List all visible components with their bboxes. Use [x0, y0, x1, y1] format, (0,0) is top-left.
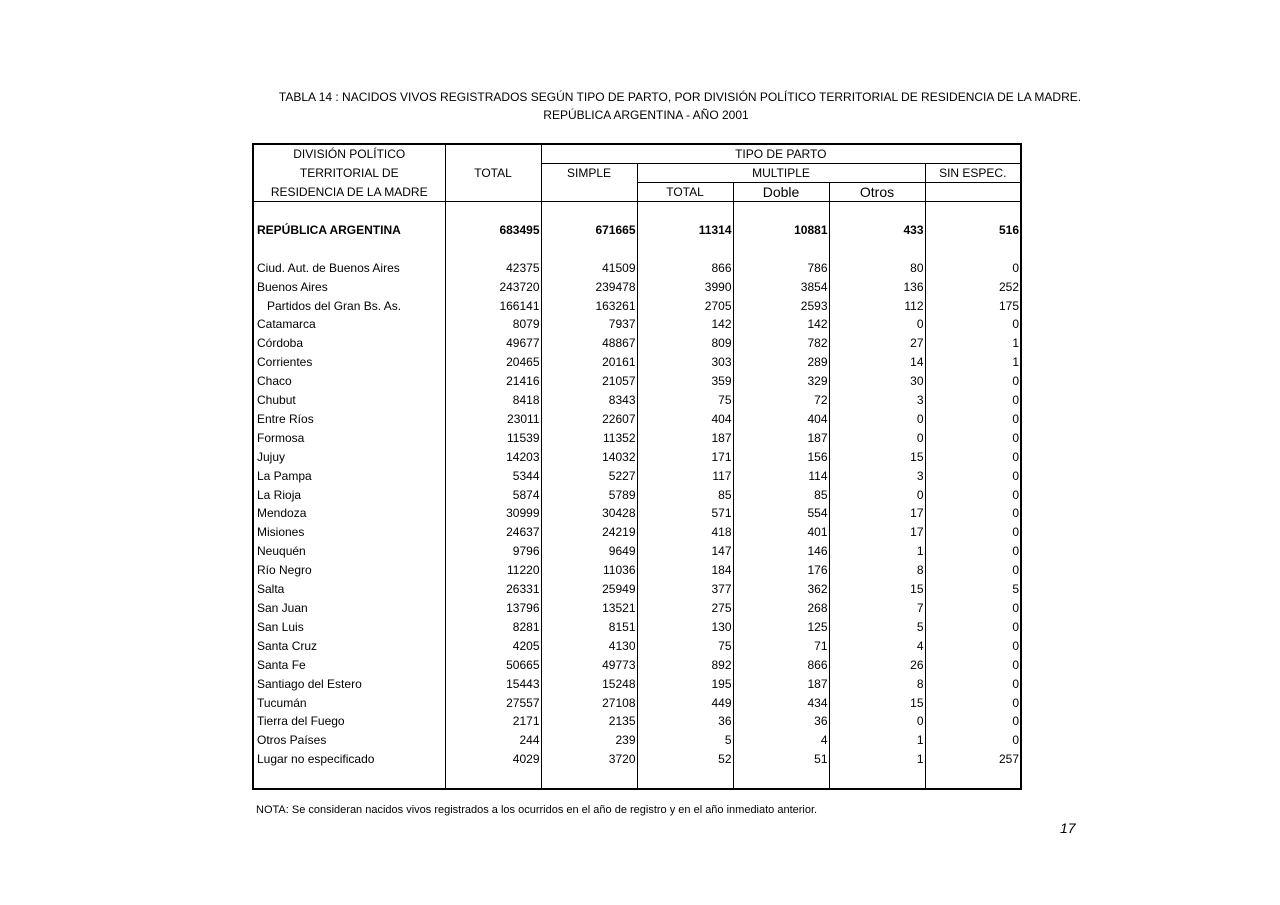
cell-total: 8281 — [445, 618, 541, 637]
cell-multiple-total: 866 — [637, 259, 733, 278]
cell-simple: 239478 — [541, 278, 637, 297]
cell-doble: 72 — [733, 391, 829, 410]
cell-doble: 187 — [733, 429, 829, 448]
cell-sin-espec: 0 — [1012, 714, 1019, 729]
cell-multiple-total: 195 — [637, 675, 733, 694]
header-multiple: MULTIPLE — [637, 164, 925, 183]
header-division-line3: RESIDENCIA DE LA MADRE — [253, 183, 445, 202]
cell-total: 244 — [445, 731, 541, 750]
summary-simple: 671665 — [541, 221, 637, 240]
cell-multiple-total: 275 — [637, 599, 733, 618]
summary-otros: 433 — [829, 221, 925, 240]
cell-doble: 786 — [733, 259, 829, 278]
cell-multiple-total: 184 — [637, 561, 733, 580]
cell-sin-espec: 0 — [1012, 657, 1019, 672]
table-row — [253, 467, 1021, 486]
header-sin-espec: SIN ESPEC. — [925, 164, 1021, 183]
cell-simple: 21057 — [541, 372, 637, 391]
cell-total: 50665 — [445, 656, 541, 675]
cell-otros: 3 — [829, 467, 925, 486]
cell-total: 11539 — [445, 429, 541, 448]
table-row — [253, 334, 1021, 353]
table-row — [253, 731, 1021, 750]
table-subtitle: REPÚBLICA ARGENTINA - AÑO 2001 — [543, 108, 749, 122]
cell-label: Partidos del Gran Bs. As. — [253, 297, 445, 316]
cell-otros: 17 — [829, 504, 925, 523]
cell-total: 14203 — [445, 448, 541, 467]
cell-simple: 2135 — [541, 712, 637, 731]
cell-label: Mendoza — [253, 504, 445, 523]
cell-doble: 404 — [733, 410, 829, 429]
summary-multiple-total: 11314 — [637, 221, 733, 240]
cell-sin-espec: 0 — [1012, 619, 1019, 634]
cell-simple: 239 — [541, 731, 637, 750]
table-row — [253, 504, 1021, 523]
cell-doble: 36 — [733, 712, 829, 731]
cell-label: Santa Cruz — [253, 637, 445, 656]
header-division-line1: DIVISIÓN POLÍTICO — [253, 144, 445, 164]
cell-label: La Pampa — [253, 467, 445, 486]
cell-label: Misiones — [253, 523, 445, 542]
cell-doble: 146 — [733, 542, 829, 561]
cell-label: Chaco — [253, 372, 445, 391]
table-row — [253, 448, 1021, 467]
cell-multiple-total: 359 — [637, 372, 733, 391]
cell-sin-espec: 0 — [1012, 525, 1019, 540]
cell-label: Tucumán — [253, 694, 445, 713]
cell-simple: 14032 — [541, 448, 637, 467]
cell-simple: 3720 — [541, 750, 637, 769]
cell-otros: 80 — [829, 259, 925, 278]
cell-otros: 0 — [829, 315, 925, 334]
cell-simple: 27108 — [541, 694, 637, 713]
header-division-line2: TERRITORIAL DE — [253, 164, 445, 183]
cell-label: Santa Fe — [253, 656, 445, 675]
cell-doble: 329 — [733, 372, 829, 391]
cell-simple: 25949 — [541, 580, 637, 599]
header-total: TOTAL — [445, 164, 541, 183]
cell-total: 21416 — [445, 372, 541, 391]
cell-sin-espec: 0 — [1012, 733, 1019, 748]
cell-multiple-total: 418 — [637, 523, 733, 542]
cell-multiple-total: 85 — [637, 486, 733, 505]
cell-simple: 15248 — [541, 675, 637, 694]
cell-doble: 156 — [733, 448, 829, 467]
cell-multiple-total: 36 — [637, 712, 733, 731]
cell-sin-espec: 252 — [998, 279, 1019, 294]
cell-otros: 15 — [829, 448, 925, 467]
cell-simple: 11352 — [541, 429, 637, 448]
cell-multiple-total: 303 — [637, 353, 733, 372]
cell-sin-espec: 1 — [1012, 355, 1019, 370]
table-row — [253, 278, 1021, 297]
table-row — [253, 561, 1021, 580]
cell-sin-espec: 0 — [1012, 544, 1019, 559]
cell-multiple-total: 117 — [637, 467, 733, 486]
cell-doble: 3854 — [733, 278, 829, 297]
cell-label: Otros Países — [253, 731, 445, 750]
table-row — [253, 410, 1021, 429]
cell-otros: 15 — [829, 694, 925, 713]
cell-otros: 1 — [829, 750, 925, 769]
cell-label: Jujuy — [253, 448, 445, 467]
cell-total: 49677 — [445, 334, 541, 353]
cell-simple: 20161 — [541, 353, 637, 372]
header-row-1 — [253, 144, 1021, 164]
cell-otros: 27 — [829, 334, 925, 353]
cell-doble: 362 — [733, 580, 829, 599]
cell-otros: 7 — [829, 599, 925, 618]
cell-otros: 8 — [829, 561, 925, 580]
cell-simple: 4130 — [541, 637, 637, 656]
cell-simple: 13521 — [541, 599, 637, 618]
cell-multiple-total: 2705 — [637, 297, 733, 316]
cell-total: 5874 — [445, 486, 541, 505]
cell-total: 5344 — [445, 467, 541, 486]
cell-label: Catamarca — [253, 315, 445, 334]
cell-total: 8418 — [445, 391, 541, 410]
table-row — [253, 656, 1021, 675]
header-row-2 — [253, 164, 1021, 183]
cell-sin-espec: 0 — [1012, 468, 1019, 483]
table-row — [253, 675, 1021, 694]
cell-doble: 434 — [733, 694, 829, 713]
cell-multiple-total: 187 — [637, 429, 733, 448]
cell-otros: 15 — [829, 580, 925, 599]
cell-otros: 5 — [829, 618, 925, 637]
header-row-3 — [253, 183, 1021, 202]
cell-total: 13796 — [445, 599, 541, 618]
cell-multiple-total: 130 — [637, 618, 733, 637]
cell-multiple-total: 892 — [637, 656, 733, 675]
cell-doble: 401 — [733, 523, 829, 542]
cell-otros: 136 — [829, 278, 925, 297]
cell-total: 42375 — [445, 259, 541, 278]
cell-total: 8079 — [445, 315, 541, 334]
table-row — [253, 486, 1021, 505]
table-row — [253, 750, 1021, 769]
page-number: 17 — [1060, 820, 1076, 836]
cell-sin-espec: 0 — [1012, 676, 1019, 691]
cell-total: 4029 — [445, 750, 541, 769]
cell-otros: 30 — [829, 372, 925, 391]
cell-total: 24637 — [445, 523, 541, 542]
cell-simple: 22607 — [541, 410, 637, 429]
cell-label: Buenos Aires — [253, 278, 445, 297]
cell-doble: 268 — [733, 599, 829, 618]
table-row — [253, 618, 1021, 637]
cell-label: Ciud. Aut. de Buenos Aires — [253, 259, 445, 278]
cell-otros: 0 — [829, 486, 925, 505]
cell-doble: 71 — [733, 637, 829, 656]
cell-doble: 4 — [733, 731, 829, 750]
table-row — [253, 391, 1021, 410]
cell-sin-espec: 0 — [1012, 430, 1019, 445]
cell-label: Chubut — [253, 391, 445, 410]
cell-sin-espec: 0 — [1012, 695, 1019, 710]
cell-sin-espec: 0 — [1012, 449, 1019, 464]
cell-sin-espec: 0 — [1012, 563, 1019, 578]
cell-label: Corrientes — [253, 353, 445, 372]
cell-label: Neuquén — [253, 542, 445, 561]
cell-doble: 176 — [733, 561, 829, 580]
cell-label: Entre Ríos — [253, 410, 445, 429]
header-doble: Doble — [733, 183, 829, 202]
cell-multiple-total: 147 — [637, 542, 733, 561]
cell-simple: 163261 — [541, 297, 637, 316]
summary-doble: 10881 — [733, 221, 829, 240]
cell-simple: 30428 — [541, 504, 637, 523]
summary-label: REPÚBLICA ARGENTINA — [253, 221, 445, 240]
cell-otros: 0 — [829, 429, 925, 448]
cell-total: 11220 — [445, 561, 541, 580]
cell-multiple-total: 449 — [637, 694, 733, 713]
cell-total: 243720 — [445, 278, 541, 297]
cell-total: 166141 — [445, 297, 541, 316]
cell-total: 23011 — [445, 410, 541, 429]
cell-simple: 9649 — [541, 542, 637, 561]
cell-sin-espec: 0 — [1012, 506, 1019, 521]
cell-sin-espec: 0 — [1012, 487, 1019, 502]
table-row — [253, 637, 1021, 656]
cell-simple: 8343 — [541, 391, 637, 410]
cell-doble: 114 — [733, 467, 829, 486]
cell-doble: 289 — [733, 353, 829, 372]
cell-simple: 48867 — [541, 334, 637, 353]
cell-multiple-total: 377 — [637, 580, 733, 599]
summary-row — [253, 221, 1021, 240]
table-row — [253, 259, 1021, 278]
header-otros: Otros — [829, 183, 925, 202]
cell-doble: 85 — [733, 486, 829, 505]
cell-multiple-total: 5 — [637, 731, 733, 750]
cell-doble: 51 — [733, 750, 829, 769]
cell-doble: 2593 — [733, 297, 829, 316]
table-row — [253, 580, 1021, 599]
header-tipo-de-parto: TIPO DE PARTO — [541, 144, 1021, 164]
cell-otros: 3 — [829, 391, 925, 410]
cell-doble: 142 — [733, 315, 829, 334]
cell-sin-espec: 0 — [1012, 638, 1019, 653]
table-row — [253, 372, 1021, 391]
cell-multiple-total: 75 — [637, 637, 733, 656]
header-simple: SIMPLE — [541, 164, 637, 183]
cell-simple: 24219 — [541, 523, 637, 542]
table-title: TABLA 14 : NACIDOS VIVOS REGISTRADOS SEGÚN TIPO DE PARTO, POR DIVISIÓN POLÍTICO TERRITORIAL DE RESIDENCIA DE LA MADRE. — [278, 90, 1082, 104]
cell-doble: 125 — [733, 618, 829, 637]
births-table — [252, 143, 1022, 790]
cell-simple: 5227 — [541, 467, 637, 486]
cell-otros: 14 — [829, 353, 925, 372]
cell-total: 15443 — [445, 675, 541, 694]
cell-simple: 41509 — [541, 259, 637, 278]
cell-total: 4205 — [445, 637, 541, 656]
cell-sin-espec: 175 — [998, 298, 1019, 313]
cell-total: 27557 — [445, 694, 541, 713]
cell-total: 2171 — [445, 712, 541, 731]
cell-label: Santiago del Estero — [253, 675, 445, 694]
cell-otros: 1 — [829, 731, 925, 750]
cell-label: Tierra del Fuego — [253, 712, 445, 731]
cell-label: Río Negro — [253, 561, 445, 580]
cell-multiple-total: 142 — [637, 315, 733, 334]
cell-multiple-total: 3990 — [637, 278, 733, 297]
table-row — [253, 694, 1021, 713]
cell-otros: 1 — [829, 542, 925, 561]
cell-sin-espec: 0 — [1012, 374, 1019, 389]
cell-doble: 187 — [733, 675, 829, 694]
cell-doble: 866 — [733, 656, 829, 675]
header-multiple-total: TOTAL — [637, 183, 733, 202]
cell-otros: 112 — [829, 297, 925, 316]
cell-otros: 26 — [829, 656, 925, 675]
cell-multiple-total: 571 — [637, 504, 733, 523]
cell-label: Salta — [253, 580, 445, 599]
cell-sin-espec: 0 — [1012, 393, 1019, 408]
cell-label: Formosa — [253, 429, 445, 448]
table-row — [253, 523, 1021, 542]
table-row — [253, 712, 1021, 731]
cell-total: 20465 — [445, 353, 541, 372]
cell-otros: 17 — [829, 523, 925, 542]
cell-total: 26331 — [445, 580, 541, 599]
cell-simple: 49773 — [541, 656, 637, 675]
cell-sin-espec: 0 — [1012, 317, 1019, 332]
cell-label: San Juan — [253, 599, 445, 618]
footnote: NOTA: Se consideran nacidos vivos registrados a los ocurridos en el año de registro y en el año inmediato anterior. — [256, 804, 818, 816]
cell-total: 30999 — [445, 504, 541, 523]
cell-simple: 8151 — [541, 618, 637, 637]
cell-sin-espec: 0 — [1012, 260, 1019, 275]
table-row — [253, 542, 1021, 561]
cell-sin-espec: 5 — [1012, 582, 1019, 597]
summary-sin-espec: 516 — [998, 222, 1019, 237]
table-row — [253, 599, 1021, 618]
table-row — [253, 429, 1021, 448]
table-row — [253, 353, 1021, 372]
cell-sin-espec: 1 — [1012, 336, 1019, 351]
table-row — [253, 315, 1021, 334]
cell-multiple-total: 809 — [637, 334, 733, 353]
cell-otros: 4 — [829, 637, 925, 656]
cell-label: La Rioja — [253, 486, 445, 505]
cell-otros: 0 — [829, 410, 925, 429]
cell-doble: 554 — [733, 504, 829, 523]
cell-label: San Luis — [253, 618, 445, 637]
cell-multiple-total: 404 — [637, 410, 733, 429]
cell-label: Córdoba — [253, 334, 445, 353]
cell-simple: 5789 — [541, 486, 637, 505]
cell-doble: 782 — [733, 334, 829, 353]
cell-simple: 7937 — [541, 315, 637, 334]
cell-otros: 8 — [829, 675, 925, 694]
cell-label: Lugar no especificado — [253, 750, 445, 769]
cell-otros: 0 — [829, 712, 925, 731]
cell-multiple-total: 52 — [637, 750, 733, 769]
cell-sin-espec: 257 — [998, 752, 1019, 767]
cell-multiple-total: 171 — [637, 448, 733, 467]
cell-multiple-total: 75 — [637, 391, 733, 410]
summary-total: 683495 — [445, 221, 541, 240]
cell-total: 9796 — [445, 542, 541, 561]
cell-sin-espec: 0 — [1012, 411, 1019, 426]
cell-simple: 11036 — [541, 561, 637, 580]
cell-sin-espec: 0 — [1012, 601, 1019, 615]
table-row — [253, 297, 1021, 316]
